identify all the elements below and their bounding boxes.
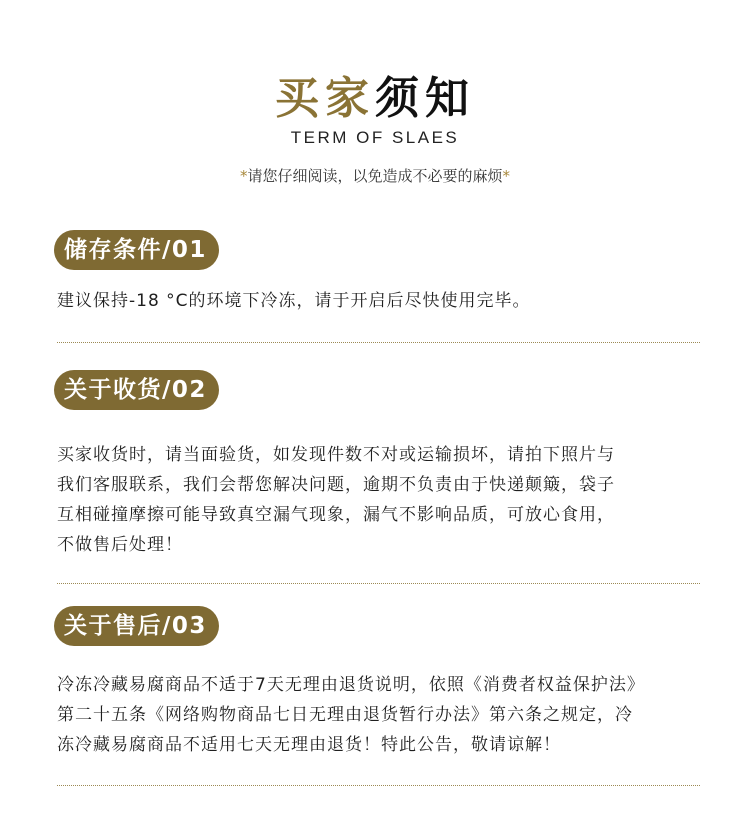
section-divider xyxy=(57,785,700,786)
section-text-aftersales xyxy=(57,670,707,760)
page-title-dark-part: 须知 xyxy=(375,73,475,124)
section-text-storage xyxy=(57,286,707,316)
reading-notice xyxy=(0,165,750,186)
section-divider xyxy=(57,583,700,584)
paragraph-line: 互相碰撞摩擦可能导致真空漏气现象，漏气不影响品质，可放心食用， xyxy=(57,505,615,525)
paragraph-line: 建议保持-18 °C的环境下冷冻，请于开启后尽快使用完毕。 xyxy=(57,291,531,311)
paragraph-line: 冻冷藏易腐商品不适用七天无理由退货！特此公告，敬请谅解！ xyxy=(57,735,561,755)
notice-star-right: * xyxy=(502,167,510,185)
notice-text: 请您仔细阅读，以免造成不必要的麻烦 xyxy=(247,167,503,185)
section-badge-receiving: 关于收货/02 xyxy=(54,370,219,410)
paragraph-line: 冷冻冷藏易腐商品不适于7天无理由退货说明，依照《消费者权益保护法》 xyxy=(57,675,645,695)
paragraph-line: 第二十五条《网络购物商品七日无理由退货暂行办法》第六条之规定，冷 xyxy=(57,705,633,725)
page-title-gold-part: 买家 xyxy=(275,73,375,124)
page-title xyxy=(0,72,750,126)
section-text-receiving xyxy=(57,440,707,560)
section-divider xyxy=(57,342,700,343)
page-subtitle-english: TERM OF SLAES xyxy=(290,128,460,147)
paragraph-line: 买家收货时，请当面验货，如发现件数不对或运输损坏，请拍下照片与 xyxy=(57,445,615,465)
section-badge-aftersales: 关于售后/03 xyxy=(54,606,219,646)
notice-star-left: * xyxy=(239,167,248,185)
section-badge-storage: 储存条件/01 xyxy=(54,230,219,270)
paragraph-line: 我们客服联系，我们会帮您解决问题，逾期不负责由于快递颠簸，袋子 xyxy=(57,475,615,495)
paragraph-line: 不做售后处理！ xyxy=(57,535,183,555)
